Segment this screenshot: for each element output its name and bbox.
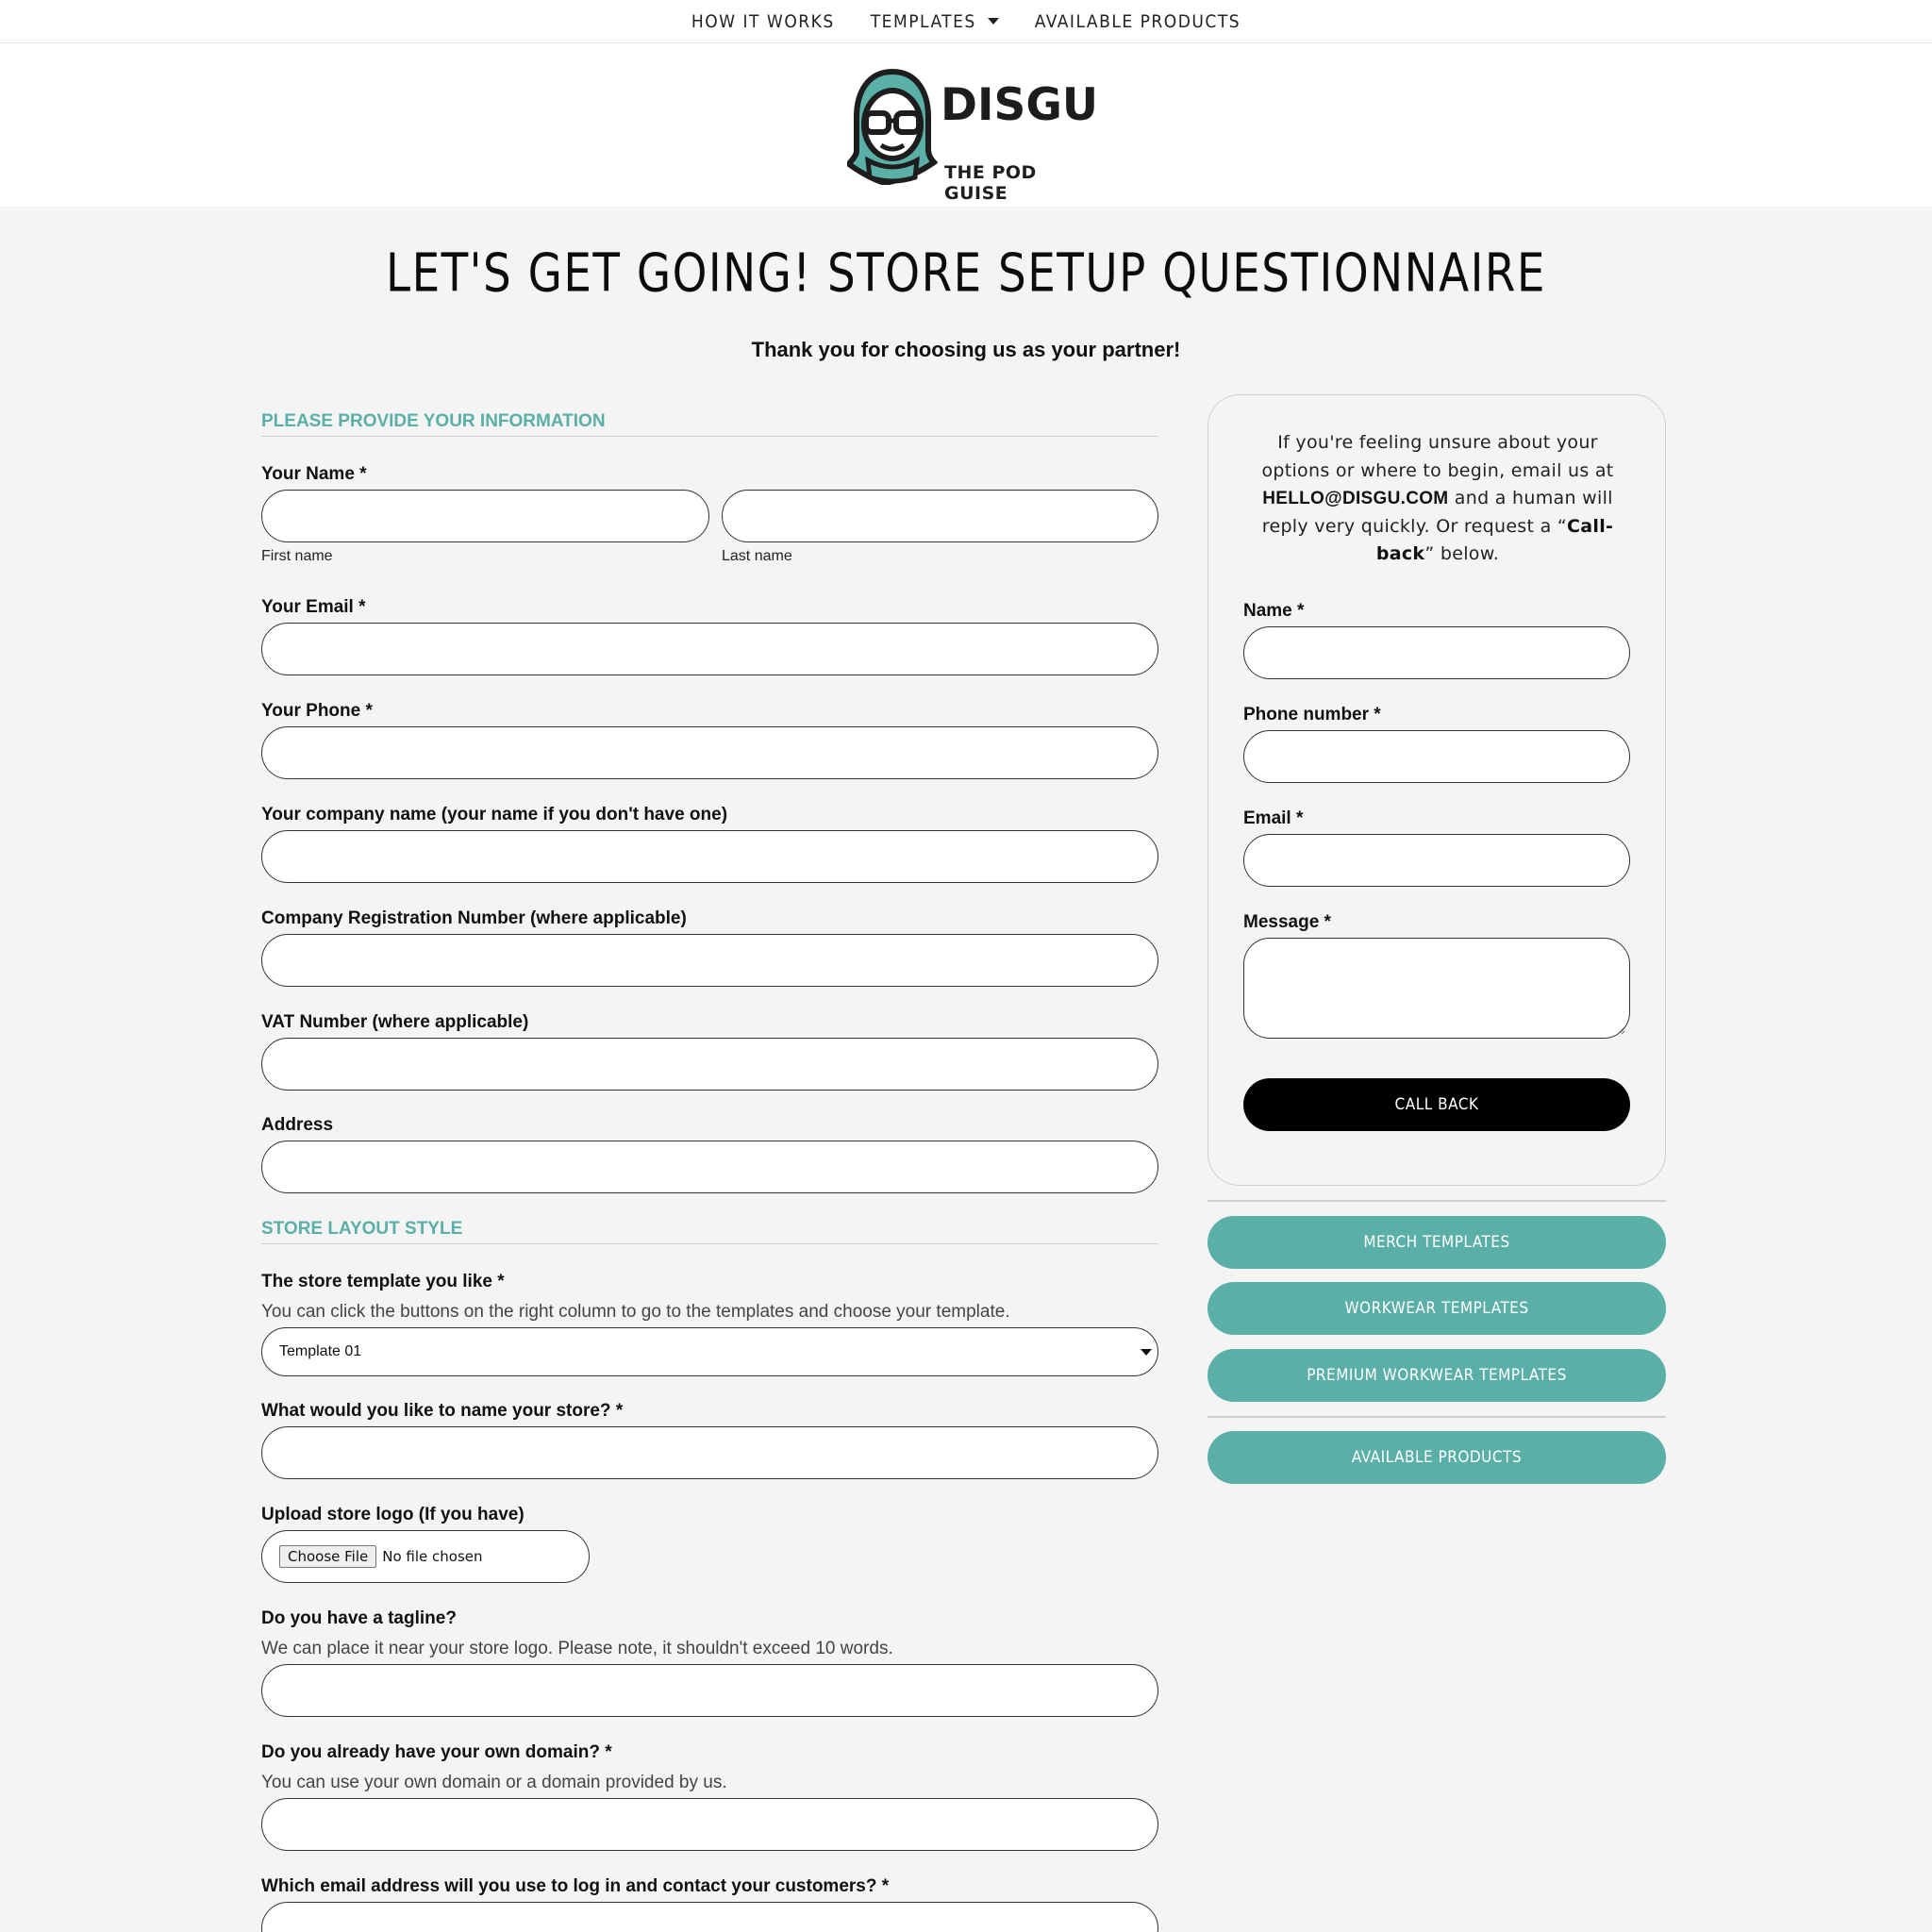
callback-word: Call-back	[1375, 515, 1614, 564]
name-label: Your Name *	[261, 464, 367, 484]
tagline-help: We can place it near your store logo. Please note, it shouldn't exceed 10 words.	[261, 1639, 893, 1658]
template-select-value: Template 01	[279, 1343, 362, 1359]
page-subtitle: Thank you for choosing us as your partner!	[751, 338, 1181, 361]
address-label: Address	[261, 1115, 334, 1135]
choose-file-button[interactable]: Choose File	[279, 1545, 376, 1568]
callback-intro	[1242, 429, 1633, 569]
callback-email-label: Email *	[1243, 808, 1304, 828]
template-select[interactable]	[261, 1327, 1158, 1376]
callback-card	[1208, 394, 1666, 1186]
merch-templates-label: MERCH TEMPLATES	[1363, 1233, 1510, 1252]
contact-email-link[interactable]: HELLO@DISGU.COM	[1262, 489, 1449, 508]
login-email-input[interactable]	[261, 1902, 1158, 1932]
vat-input[interactable]	[261, 1038, 1158, 1091]
email-input[interactable]	[261, 623, 1158, 675]
workwear-templates-button[interactable]	[1208, 1282, 1666, 1335]
premium-workwear-templates-label: PREMIUM WORKWEAR TEMPLATES	[1307, 1366, 1567, 1385]
domain-label: Do you already have your own domain? *	[261, 1742, 612, 1762]
email-label: Your Email *	[261, 597, 366, 617]
file-status: No file chosen	[382, 1548, 483, 1565]
premium-workwear-templates-button[interactable]	[1208, 1349, 1666, 1402]
address-input[interactable]	[261, 1141, 1158, 1193]
site-logo[interactable]	[847, 68, 1099, 204]
company-label: Your company name (your name if you don't have one)	[261, 805, 728, 824]
template-help: You can click the buttons on the right column to go to the templates and choose your template.	[261, 1302, 1010, 1322]
nav-available-products[interactable]	[1035, 11, 1241, 32]
last-name-sublabel: Last name	[722, 548, 792, 564]
callback-intro-text-3: ” below.	[1424, 543, 1500, 564]
callback-phone-label: Phone number *	[1243, 705, 1381, 724]
available-products-label: AVAILABLE PRODUCTS	[1351, 1448, 1523, 1467]
merch-templates-button[interactable]	[1208, 1216, 1666, 1269]
last-name-input[interactable]	[722, 490, 1158, 542]
domain-input[interactable]	[261, 1798, 1158, 1851]
divider	[1208, 1200, 1666, 1202]
resize-handle-icon[interactable]	[1616, 1025, 1625, 1035]
tagline-input[interactable]	[261, 1664, 1158, 1717]
call-back-button-label: CALL BACK	[1394, 1095, 1479, 1114]
callback-name-label: Name *	[1243, 601, 1305, 621]
top-nav	[0, 0, 1932, 43]
callback-email-input[interactable]	[1243, 834, 1630, 887]
page-title: LET'S GET GOING! STORE SETUP QUESTIONNAIRE	[386, 242, 1546, 305]
callback-message-textarea[interactable]	[1243, 938, 1630, 1039]
nav-templates[interactable]	[871, 11, 999, 32]
login-email-label: Which email address will you use to log in and contact your customers? *	[261, 1876, 890, 1896]
caret-down-icon	[1141, 1349, 1152, 1356]
call-back-button[interactable]	[1243, 1078, 1630, 1131]
first-name-sublabel: First name	[261, 548, 333, 564]
header	[0, 43, 1932, 207]
brand-name: DISGU	[941, 79, 1099, 131]
callback-intro-text-1: If you're feeling unsure about your options or where to begin, email us at	[1261, 432, 1614, 481]
caret-down-icon	[988, 18, 999, 25]
registration-input[interactable]	[261, 934, 1158, 987]
divider	[1208, 1416, 1666, 1418]
template-label: The store template you like *	[261, 1272, 505, 1291]
nav-how-it-works-label: HOW IT WORKS	[691, 10, 835, 32]
nav-templates-label: TEMPLATES	[870, 10, 976, 32]
phone-label: Your Phone *	[261, 701, 373, 721]
phone-input[interactable]	[261, 726, 1158, 779]
callback-message-label: Message *	[1243, 912, 1331, 932]
callback-phone-input[interactable]	[1243, 730, 1630, 783]
vat-label: VAT Number (where applicable)	[261, 1012, 529, 1032]
section-info-title: PLEASE PROVIDE YOUR INFORMATION	[261, 411, 1158, 437]
available-products-button[interactable]	[1208, 1431, 1666, 1484]
registration-label: Company Registration Number (where applicable)	[261, 908, 687, 928]
brand-tagline: THE POD GUISE	[944, 162, 1037, 204]
logo-upload-label: Upload store logo (If you have)	[261, 1505, 525, 1524]
hooded-figure-glasses-icon	[847, 68, 938, 185]
domain-help: You can use your own domain or a domain provided by us.	[261, 1773, 727, 1792]
nav-how-it-works[interactable]	[691, 11, 835, 32]
callback-name-input[interactable]	[1243, 626, 1630, 679]
logo-file-input[interactable]	[261, 1530, 590, 1583]
store-name-label: What would you like to name your store? *	[261, 1401, 624, 1421]
first-name-input[interactable]	[261, 490, 709, 542]
callback-intro-text-2: and a human will reply very quickly. Or request a “	[1261, 488, 1613, 537]
tagline-label: Do you have a tagline?	[261, 1608, 457, 1628]
workwear-templates-label: WORKWEAR TEMPLATES	[1344, 1299, 1529, 1318]
company-input[interactable]	[261, 830, 1158, 883]
section-layout-title: STORE LAYOUT STYLE	[261, 1219, 1158, 1244]
store-name-input[interactable]	[261, 1426, 1158, 1479]
nav-available-products-label: AVAILABLE PRODUCTS	[1034, 10, 1241, 32]
